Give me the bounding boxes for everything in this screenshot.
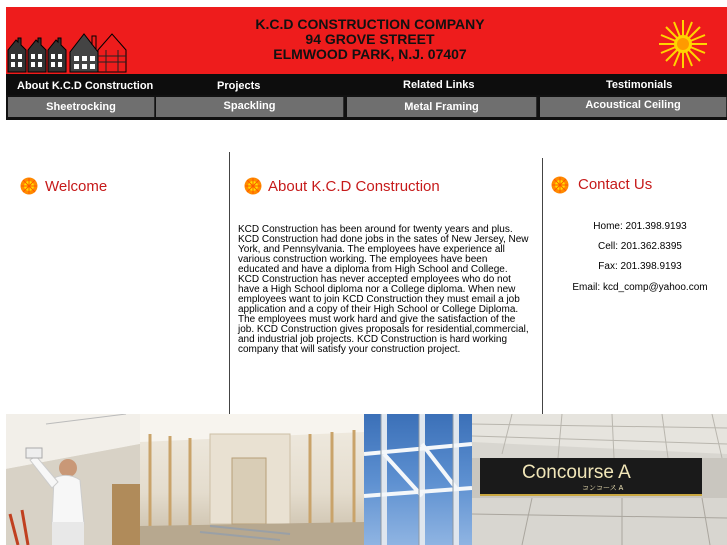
photo-acoustical-ceiling: [472, 414, 727, 545]
company-name: K.C.D CONSTRUCTION COMPANY: [255, 16, 485, 32]
contact-heading: Contact Us: [578, 176, 653, 193]
company-address: [170, 17, 570, 62]
nav-acoustical-ceiling[interactable]: [540, 97, 727, 117]
nav-spackling[interactable]: [156, 97, 344, 117]
nav-sheetrocking-label: Sheetrocking: [46, 101, 116, 113]
concourse-sign-subtext: コンコース A: [582, 485, 624, 492]
nav-testimonials[interactable]: Testimonials: [606, 79, 673, 91]
company-street: 94 GROVE STREET: [305, 31, 435, 47]
about-heading: About K.C.D Construction: [268, 178, 440, 195]
houses-logo-icon: [6, 28, 128, 74]
sun-bullet-icon: [244, 177, 262, 195]
nav-acoustical-ceiling-label: Acoustical Ceiling: [585, 99, 681, 111]
nav-related-links[interactable]: Related Links: [403, 79, 475, 91]
primary-nav: [6, 74, 727, 95]
welcome-heading: Welcome: [45, 178, 108, 195]
sun-bullet-icon: [551, 176, 569, 194]
photo-interior-framing: [140, 414, 364, 545]
about-body-text: KCD Construction has been around for twenty years and plus. KCD Construction had done jobs in the sates of New Jersey, New York, and Pennsylvania. The employees have experience all various construction working. The employees have been educated and have a diploma from High School and College. KCD Construction has never accepted employees who do not have a High School diploma nor a College diploma. When new employees want to join KCD Construction they must email a job application and a copy of their High School or College Diploma. The employees must work hard and give the satisfaction of the job. KCD Construction gives proposals for residential,commercial, and industrial job projects. KCD Construction is hard working company that will satisfy your construction project.: [238, 224, 529, 355]
photo-strip: [6, 414, 727, 545]
column-divider-right: [542, 158, 543, 414]
nav-about[interactable]: About K.C.D Construction: [17, 80, 154, 92]
company-city: ELMWOOD PARK, N.J. 07407: [273, 46, 467, 62]
photo-metal-framing: [364, 414, 472, 545]
nav-projects[interactable]: Projects: [217, 80, 261, 92]
metal-framing-icon: [364, 414, 472, 545]
sun-bullet-icon: [20, 177, 38, 195]
sun-logo-icon: [654, 19, 712, 69]
interior-framing-icon: [140, 414, 364, 545]
nav-sheetrocking[interactable]: [8, 97, 155, 117]
contact-email[interactable]: Email: kcd_comp@yahoo.com: [572, 282, 708, 293]
column-divider-left: [229, 152, 230, 414]
contact-cell: Cell: 201.362.8395: [598, 241, 682, 252]
worker-figure-icon: [6, 414, 140, 545]
nav-metal-framing[interactable]: [347, 97, 537, 117]
concourse-sign-text: Concourse A: [522, 462, 631, 483]
photo-sheetrocking: [6, 414, 140, 545]
secondary-nav: [6, 95, 727, 120]
nav-metal-framing-label: Metal Framing: [404, 101, 479, 113]
contact-fax: Fax: 201.398.9193: [598, 261, 682, 272]
contact-home: Home: 201.398.9193: [593, 221, 687, 232]
nav-spackling-label: Spackling: [223, 100, 276, 112]
